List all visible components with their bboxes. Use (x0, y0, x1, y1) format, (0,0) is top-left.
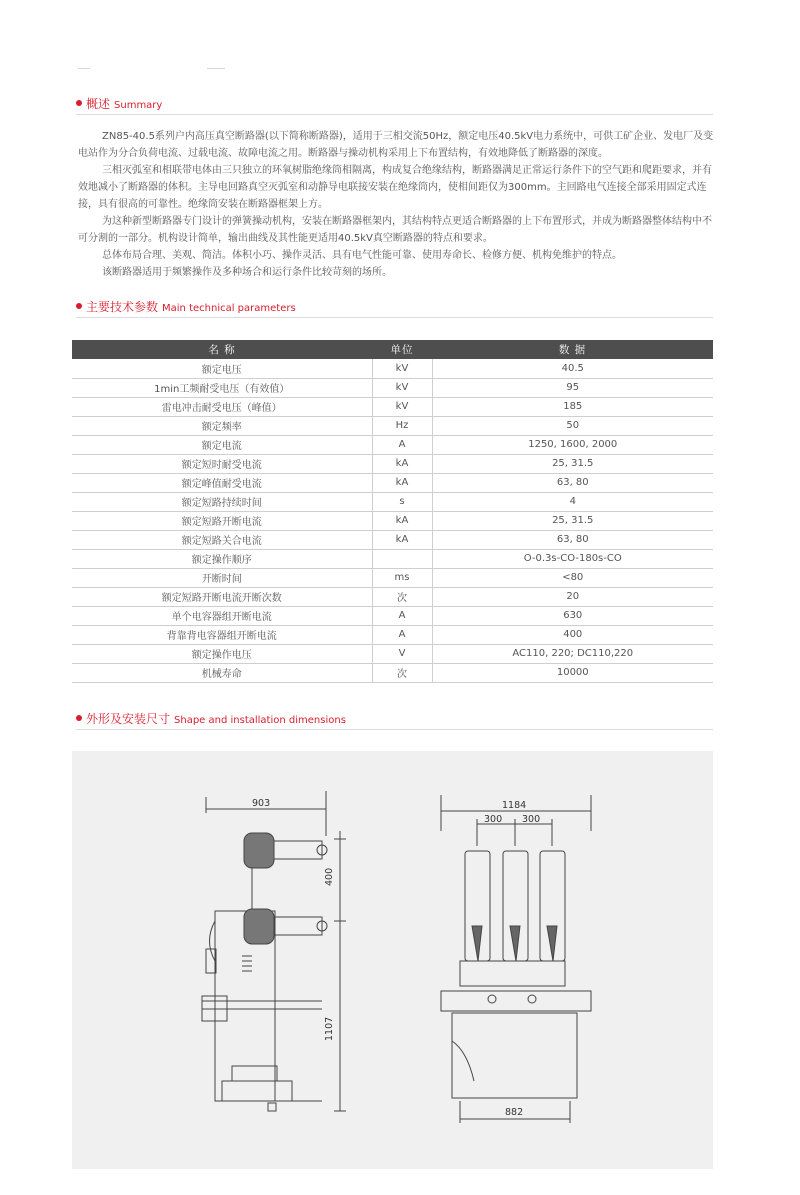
param-value: 400 (432, 625, 713, 644)
table-row (72, 663, 713, 682)
param-name: 1min工频耐受电压（有效值） (72, 378, 372, 397)
param-value: O-0.3s-CO-180s-CO (432, 549, 713, 568)
table-row (72, 530, 713, 549)
summary-paragraph-1: ZN85-40.5系列户内高压真空断路器(以下简称断路器)，适用于三相交流50Hz，额定电压40.5kV电力系统中，可供工矿企业、发电厂及变电站作为分合负荷电流、过载电流、故障电流之用。断路器与操动机构采用上下布置结构，有效地降低了断路器的深度。 (78, 131, 714, 159)
param-unit: A (372, 625, 432, 644)
param-value: <80 (432, 568, 713, 587)
param-unit: V (372, 644, 432, 663)
decorative-line (78, 68, 90, 69)
param-name: 额定频率 (72, 416, 372, 435)
table-row (72, 511, 713, 530)
param-unit: kA (372, 454, 432, 473)
param-name: 额定电流 (72, 435, 372, 454)
param-name: 额定短路关合电流 (72, 530, 372, 549)
dim-side-upper: 400 (324, 867, 335, 886)
param-name: 背靠背电容器组开断电流 (72, 625, 372, 644)
param-unit: A (372, 435, 432, 454)
table-row (72, 416, 713, 435)
param-value: 40.5 (432, 359, 713, 378)
dim-bottom-width: 882 (505, 1107, 524, 1118)
param-name: 额定短路持续时间 (72, 492, 372, 511)
table-row (72, 549, 713, 568)
table-row (72, 359, 713, 378)
bullet-icon (76, 715, 82, 721)
param-unit: 次 (372, 587, 432, 606)
param-unit: ms (372, 568, 432, 587)
bullet-icon (76, 100, 82, 106)
param-name: 额定短路开断电流 (72, 511, 372, 530)
params-table (72, 340, 713, 683)
param-name: 额定操作电压 (72, 644, 372, 663)
summary-title-en: Summary (114, 100, 163, 111)
params-title-cn: 主要技术参数 (86, 300, 159, 314)
param-unit: A (372, 606, 432, 625)
param-value: 1250, 1600, 2000 (432, 435, 713, 454)
params-title-en: Main technical parameters (162, 303, 296, 314)
summary-paragraph-2: 三相灭弧室和相联带电体由三只独立的环氧树脂绝缘筒相隔离，构成复合绝缘结构，断路器满足正常运行条件下的空气距和爬距要求，并有效地减小了断路器的体积。主导电回路真空灭弧室和动静导电联接安装在绝缘筒内，使相间距仅为300mm。主回路电气连接全部采用固定式连接，具有很高的可靠性。绝缘筒安装在断路器框架上方。 (78, 165, 712, 210)
drawing-svg (72, 751, 713, 1169)
param-unit: kV (372, 359, 432, 378)
dim-side-height: 1107 (324, 1016, 335, 1041)
param-value: 63, 80 (432, 473, 713, 492)
table-row (72, 397, 713, 416)
table-row (72, 435, 713, 454)
param-value: 10000 (432, 663, 713, 682)
summary-heading (76, 95, 713, 115)
summary-paragraph-5: 该断路器适用于频繁操作及多种场合和运行条件比较苛刻的场所。 (102, 267, 392, 278)
param-unit: kA (372, 530, 432, 549)
param-unit (372, 549, 432, 568)
param-value: 630 (432, 606, 713, 625)
param-name: 额定操作顺序 (72, 549, 372, 568)
param-value: 95 (432, 378, 713, 397)
header-name: 名 称 (72, 340, 372, 359)
param-value: 4 (432, 492, 713, 511)
summary-title-cn: 概述 (86, 97, 111, 111)
table-row (72, 454, 713, 473)
table-row (72, 492, 713, 511)
param-name: 额定电压 (72, 359, 372, 378)
table-row (72, 568, 713, 587)
param-value: 25, 31.5 (432, 511, 713, 530)
param-value: 185 (432, 397, 713, 416)
param-unit: 次 (372, 663, 432, 682)
param-value: 20 (432, 587, 713, 606)
param-value: 50 (432, 416, 713, 435)
decorative-line (207, 68, 225, 69)
bullet-icon (76, 303, 82, 309)
header-value: 数 据 (432, 340, 713, 359)
summary-paragraph-4: 总体布局合理、美观、简洁。体积小巧、操作灵活、具有电气性能可靠、使用寿命长、检修方便、机构免维护的特点。 (102, 250, 622, 261)
front-view (441, 795, 591, 1123)
param-name: 额定短时耐受电流 (72, 454, 372, 473)
param-name: 单个电容器组开断电流 (72, 606, 372, 625)
table-row (72, 606, 713, 625)
shape-title-cn: 外形及安装尺寸 (86, 712, 171, 726)
param-value: 25, 31.5 (432, 454, 713, 473)
param-unit: kV (372, 378, 432, 397)
table-row (72, 587, 713, 606)
dim-phase-gap-1: 300 (484, 814, 503, 825)
dim-side-width: 903 (252, 798, 271, 809)
param-unit: kA (372, 511, 432, 530)
param-value: 63, 80 (432, 530, 713, 549)
table-header-row (72, 340, 713, 359)
param-unit: kA (372, 473, 432, 492)
shape-title-en: Shape and installation dimensions (174, 715, 346, 726)
param-name: 机械寿命 (72, 663, 372, 682)
table-row (72, 473, 713, 492)
param-name: 雷电冲击耐受电压（峰值） (72, 397, 372, 416)
summary-paragraph-3: 为这种新型断路器专门设计的弹簧操动机构，安装在断路器框架内，其结构特点更适合断路器的上下布置形式，并成为断路器整体结构中不可分割的一部分。机构设计简单，输出曲线及其性能更适用40.5kV真空断路器的特点和要求。 (78, 216, 712, 244)
dimension-drawing (72, 751, 713, 1169)
dim-phase-gap-2: 300 (522, 814, 541, 825)
param-name: 开断时间 (72, 568, 372, 587)
header-unit: 单位 (372, 340, 432, 359)
param-name: 额定短路开断电流开断次数 (72, 587, 372, 606)
table-body (72, 359, 713, 682)
param-unit: s (372, 492, 432, 511)
table-row (72, 378, 713, 397)
param-unit: Hz (372, 416, 432, 435)
param-unit: kV (372, 397, 432, 416)
dim-front-width: 1184 (502, 800, 527, 811)
table-row (72, 625, 713, 644)
params-heading (76, 298, 713, 318)
table-row (72, 644, 713, 663)
shape-heading (76, 710, 713, 730)
summary-text (78, 128, 718, 281)
param-name: 额定峰值耐受电流 (72, 473, 372, 492)
side-view (202, 791, 346, 1111)
param-value: AC110, 220; DC110,220 (432, 644, 713, 663)
